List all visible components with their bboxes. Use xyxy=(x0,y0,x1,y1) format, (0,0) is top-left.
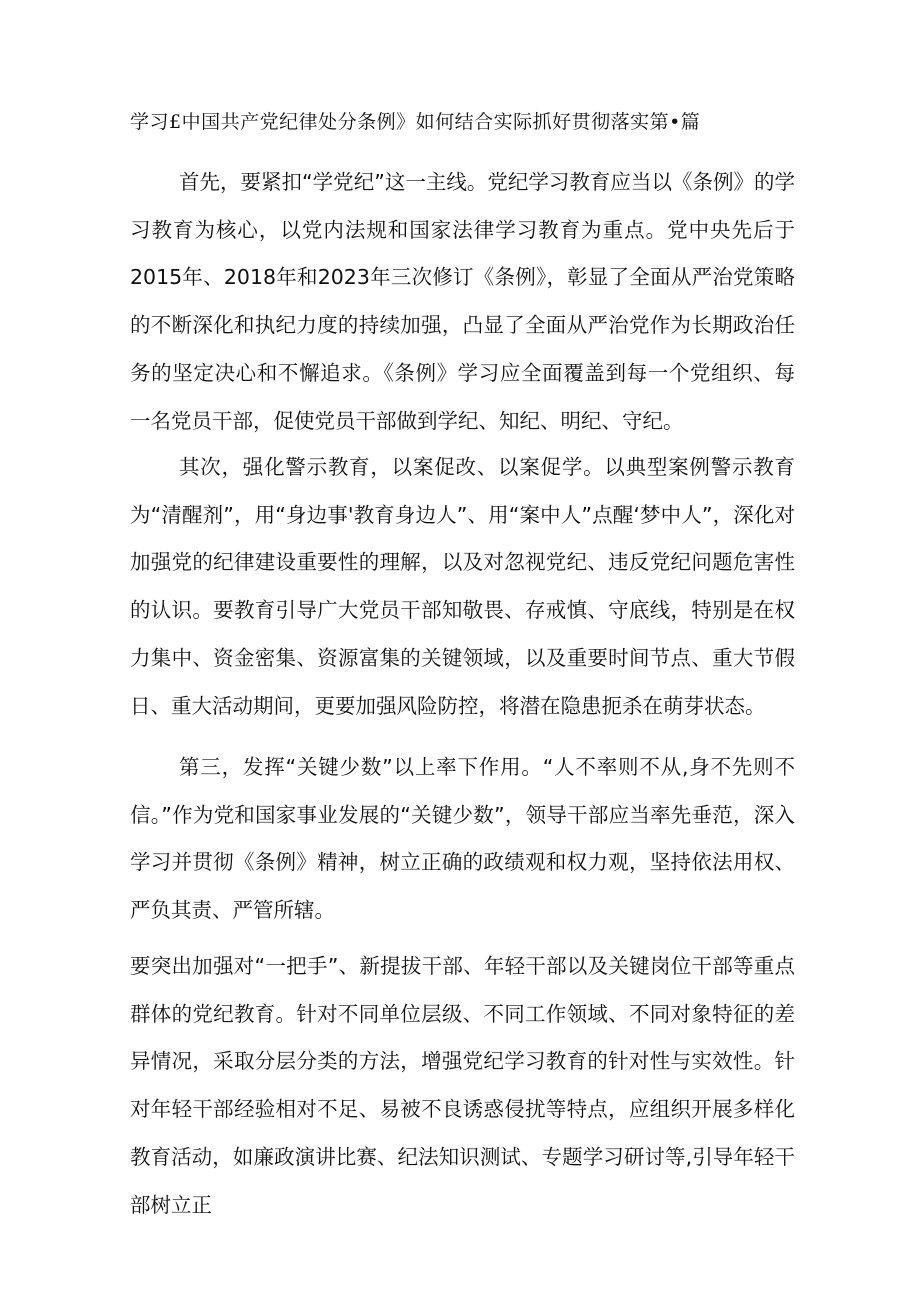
paragraph-warning-education: 其次，强化警示教育，以案促改、以案促学。以典型案例警示教育为“清醒剂”，用“身边事'教育身边人”、用“案中人”点醒‘梦中人”，深化对加强党的纪律建设重要性的理解，以及对忽视党纪、违反党纪问题危害性的认识。要教育引导广大党员干部知敬畏、存戒慎、守底线，特别是在权力集中、资金密集、资源富集的关键领域，以及重要时间节点、重大节假日、重大活动期间，更要加强风险防控，将潜在隐患扼杀在萌芽状态。 xyxy=(130,455,795,718)
paragraph-key-groups: 要突出加强对“一把手”、新提拔干部、年轻干部以及关键岗位干部等重点群体的党纪教育。针对不同单位层级、不同工作领域、不同对象特征的差异情况，采取分层分类的方法，增强党纪学习教育的针对性与实效性。针对年轻干部经验相对不足、易被不良诱惑侵扰等特点，应组织开展多样化教育活动，如廉政演讲比赛、纪法知识测试、专题学习研讨等,引导年轻干部树立正 xyxy=(130,954,795,1217)
paragraph-study-discipline: 首先，要紧扣“学党纪”这一主线。党纪学习教育应当以《条例》的学习教育为核心，以党内法规和国家法律学习教育为重点。党中央先后于2015年、2018年和2023年三次修订《条例》，彰显了全面从严治党策略的不断深化和执纪力度的持续加强，凸显了全面从严治党作为长期政治任务的坚定决心和不懈追求。《条例》学习应全面覆盖到每一个党组织、每一名党员干部，促使党员干部做到学纪、知纪、明纪、守纪。 xyxy=(130,170,795,433)
paragraph-key-minority: 第三，发挥“关键少数”以上率下作用。“人不率则不从,身不先则不信。”作为党和国家事业发展的“关键少数”，领导干部应当率先垂范，深入学习并贯彻《条例》精神，树立正确的政绩观和权力观，坚持依法用权、严负其责、严管所辖。 xyxy=(130,755,795,923)
document-title: 学习£中国共产党纪律处分条例》如何结合实际抓好贯彻落实第•篇 xyxy=(130,111,701,133)
